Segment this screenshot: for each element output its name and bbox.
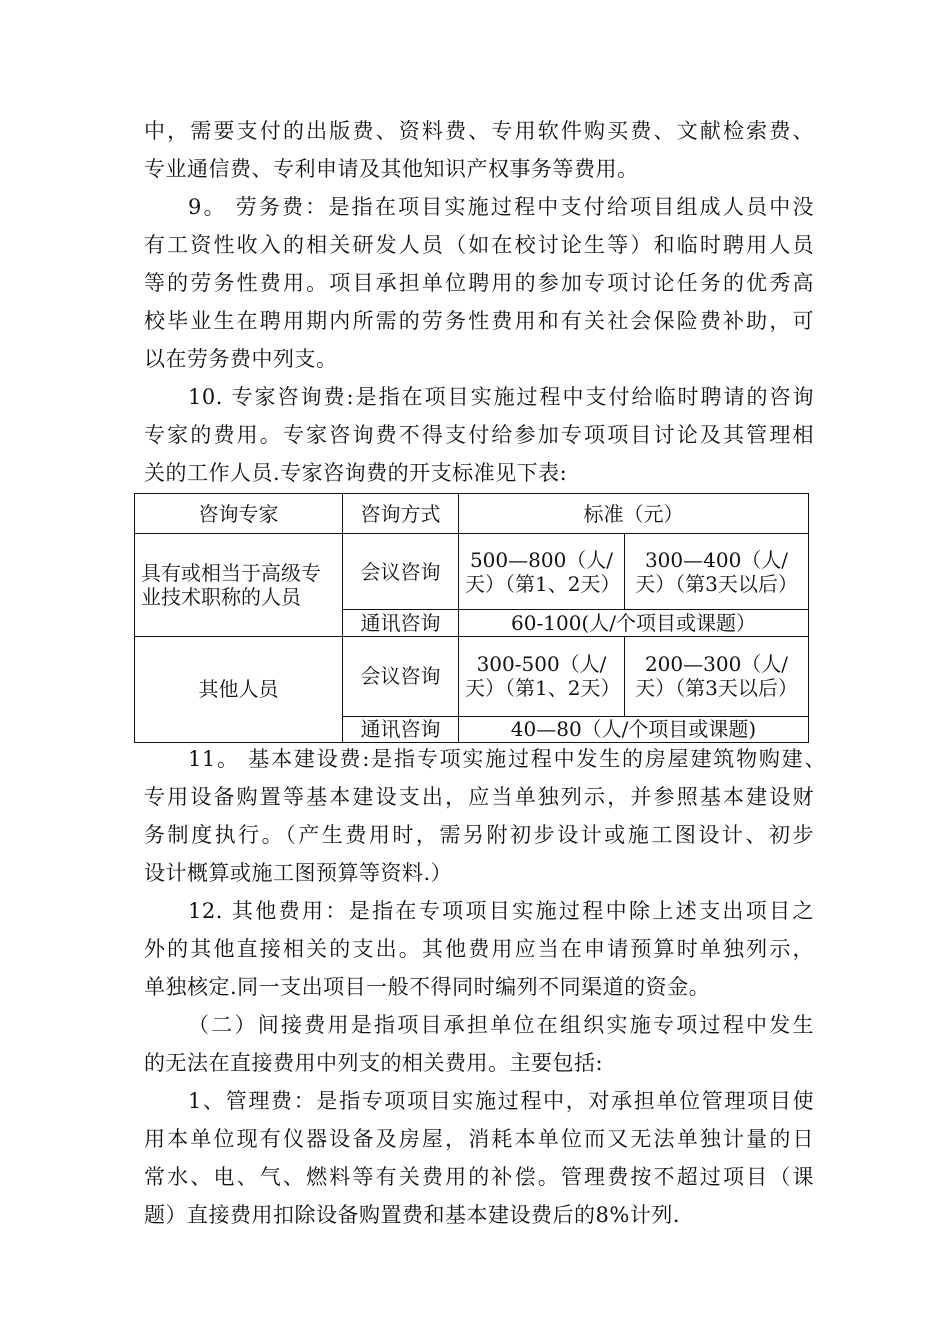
text-line: 12. 其他费用：是指在专项项目实施过程中除上述支出项目之 bbox=[188, 899, 814, 923]
method-comm: 通讯咨询 bbox=[343, 716, 459, 742]
text-line: 专用设备购置等基本建设支出，应当单独列示，并参照基本建设财 bbox=[144, 785, 814, 809]
text-line: 以在劳务费中列支。 bbox=[144, 347, 338, 371]
text-line: 专业通信费、专利申请及其他知识产权事务等费用。 bbox=[144, 157, 639, 181]
text-line: 外的其他直接相关的支出。其他费用应当在申请预算时单独列示， bbox=[144, 937, 814, 961]
standard-cell: 200—300（人/天）（第3天以后） bbox=[625, 636, 809, 716]
standard-cell: 300—400（人/天）（第3天以后） bbox=[625, 534, 809, 610]
standard-cell: 60-100(人/个项目或课题） bbox=[459, 610, 809, 636]
expert-senior: 具有或相当于高级专业技术职称的人员 bbox=[135, 534, 343, 636]
text-line: 常水、电、气、燃料等有关费用的补偿。管理费按不超过项目（课 bbox=[144, 1165, 814, 1189]
header-standard: 标准（元） bbox=[459, 494, 809, 534]
standard-cell: 40—80（人/个项目或课题) bbox=[459, 716, 809, 742]
text-line: 11。 基本建设费:是指专项实施过程中发生的房屋建筑物购建、 bbox=[188, 747, 826, 771]
standard-cell: 300-500（人/天）（第1、2天） bbox=[459, 636, 625, 716]
text-line: 单独核定.同一支出项目一般不得同时编列不同渠道的资金。 bbox=[144, 975, 711, 999]
text-line: 1、管理费：是指专项项目实施过程中，对承担单位管理项目使 bbox=[188, 1089, 814, 1113]
text-line: 用本单位现有仪器设备及房屋，消耗本单位而又无法单独计量的日 bbox=[144, 1127, 814, 1151]
text-line: 有工资性收入的相关研发人员（如在校讨论生等）和临时聘用人员 bbox=[144, 233, 814, 257]
text-line: 9。 劳务费：是指在项目实施过程中支付给项目组成人员中没 bbox=[188, 195, 814, 219]
text-line: 中，需要支付的出版费、资料费、专用软件购买费、文献检索费、 bbox=[144, 119, 814, 143]
header-method: 咨询方式 bbox=[343, 494, 459, 534]
text-line: 关的工作人员.专家咨询费的开支标准见下表: bbox=[144, 461, 568, 485]
text-line: （二）间接费用是指项目承担单位在组织实施专项过程中发生 bbox=[188, 1013, 814, 1037]
method-meeting: 会议咨询 bbox=[343, 636, 459, 716]
method-meeting: 会议咨询 bbox=[343, 534, 459, 610]
expert-other: 其他人员 bbox=[135, 636, 343, 742]
standard-cell: 500—800（人/天）（第1、2天） bbox=[459, 534, 625, 610]
header-expert: 咨询专家 bbox=[135, 494, 343, 534]
text-line: 的无法在直接费用中列支的相关费用。主要包括: bbox=[144, 1051, 604, 1075]
text-line: 设计概算或施工图预算等资料.） bbox=[144, 861, 453, 885]
text-line: 校毕业生在聘用期内所需的劳务性费用和有关社会保险费补助，可 bbox=[144, 309, 814, 333]
text-line: 10. 专家咨询费:是指在项目实施过程中支付给临时聘请的咨询 bbox=[188, 385, 814, 409]
expert-fee-table bbox=[134, 493, 809, 743]
method-comm: 通讯咨询 bbox=[343, 610, 459, 636]
text-line: 务制度执行。（产生费用时，需另附初步设计或施工图设计、初步 bbox=[144, 823, 814, 847]
text-line: 题）直接费用扣除设备购置费和基本建设费后的8%计列. bbox=[144, 1203, 680, 1227]
text-line: 专家的费用。专家咨询费不得支付给参加专项项目讨论及其管理相 bbox=[144, 423, 814, 447]
text-line: 等的劳务性费用。项目承担单位聘用的参加专项讨论任务的优秀高 bbox=[144, 271, 814, 295]
